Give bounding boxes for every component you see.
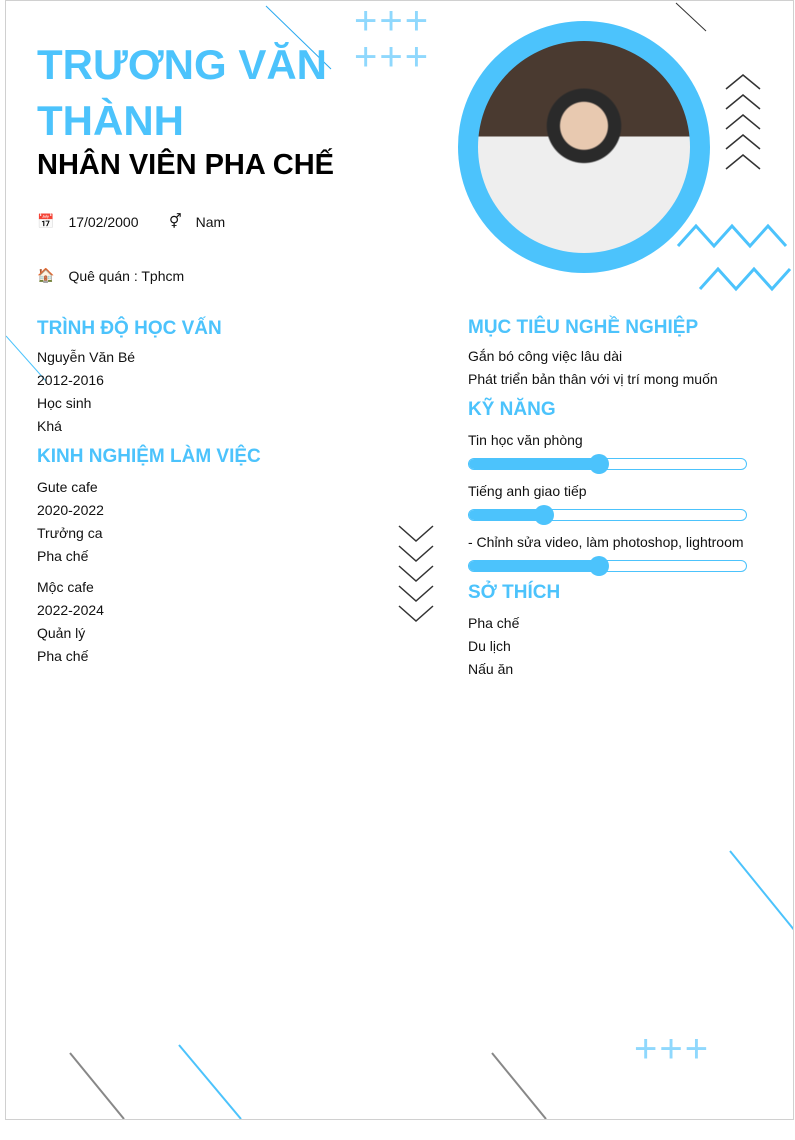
list-item: Khá [37, 418, 62, 434]
cv-page [5, 0, 794, 1120]
candidate-name: TRƯƠNG VĂN THÀNH [37, 41, 328, 144]
list-item: Du lịch [468, 638, 511, 654]
list-item: Quản lý [37, 625, 86, 641]
job-title: NHÂN VIÊN PHA CHẾ [37, 149, 335, 181]
list-item: Phát triển bản thân với vị trí mong muốn [468, 371, 718, 387]
profile-photo [458, 21, 710, 273]
gender: ⚥ Nam [169, 213, 226, 230]
list-item: Mộc cafe [37, 579, 94, 595]
skill-label: Tiếng anh giao tiếp [468, 483, 587, 499]
list-item: Pha chế [468, 615, 520, 631]
skill-bar [468, 560, 747, 572]
gender-icon: ⚥ [169, 213, 182, 229]
section-title: KỸ NĂNG [468, 399, 556, 420]
list-item: Trưởng ca [37, 525, 103, 541]
plus-pattern-icon: +++ [634, 1027, 711, 1071]
section-title: SỞ THÍCH [468, 582, 561, 603]
list-item: 2022-2024 [37, 602, 104, 618]
skill-bar [468, 509, 747, 521]
section-title: TRÌNH ĐỘ HỌC VẤN [37, 318, 222, 339]
section-title: MỤC TIÊU NGHỀ NGHIỆP [468, 317, 699, 338]
right-column [468, 317, 768, 681]
plus-pattern-icon: +++ +++ [354, 0, 431, 79]
list-item: Gute cafe [37, 479, 98, 495]
list-item: Pha chế [37, 648, 89, 664]
list-item: Pha chế [37, 548, 89, 564]
calendar-icon: 📅 [37, 213, 55, 229]
list-item: Học sinh [37, 395, 92, 411]
list-item: 2012-2016 [37, 372, 104, 388]
skill-label: Tin học văn phòng [468, 432, 583, 448]
hometown: 🏠 Quê quán : Tphcm [37, 267, 185, 284]
list-item: Gắn bó công việc lâu dài [468, 348, 623, 364]
section-title: KINH NGHIỆM LÀM VIỆC [37, 446, 261, 467]
birthday: 📅 17/02/2000 [37, 213, 139, 230]
skill-label: - Chỉnh sửa video, làm photoshop, lightroom [468, 534, 744, 550]
list-item: Nguyễn Văn Bé [37, 349, 136, 365]
list-item: Nấu ăn [468, 661, 514, 677]
home-icon: 🏠 [37, 267, 55, 283]
education-section [37, 318, 417, 668]
skill-bar [468, 458, 747, 470]
list-item: 2020-2022 [37, 502, 104, 518]
